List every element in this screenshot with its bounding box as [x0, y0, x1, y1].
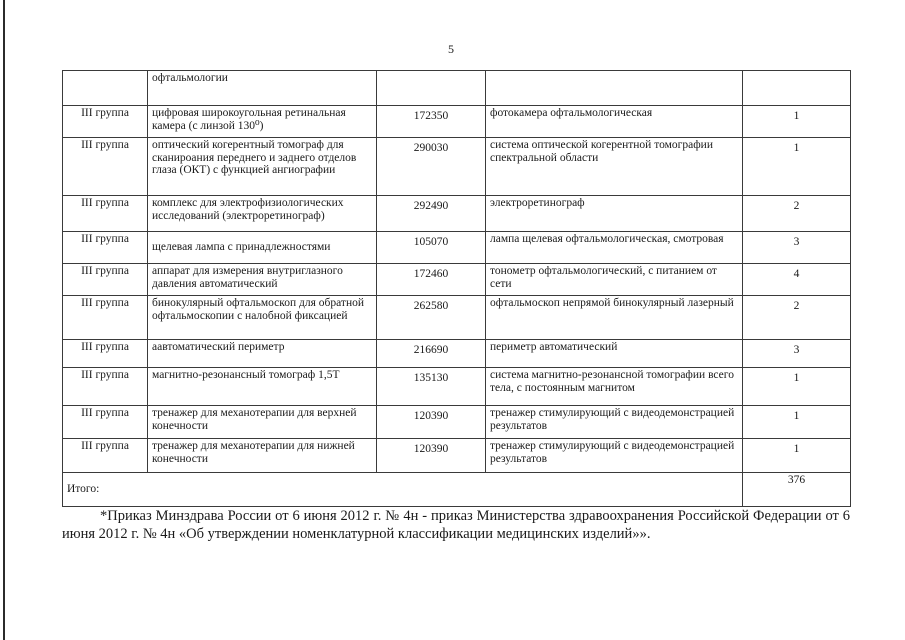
- table-cell-code: [377, 232, 486, 264]
- total-value: 376: [743, 473, 851, 507]
- table-row: [63, 106, 851, 138]
- table-cell-name: офтальмологии: [148, 71, 377, 106]
- code-value: 172350: [413, 110, 449, 122]
- table-row: [63, 71, 851, 106]
- table-row: [63, 296, 851, 340]
- table-cell-type: [486, 71, 743, 106]
- table-cell-qty: [743, 232, 851, 264]
- table-row: [63, 196, 851, 232]
- total-label: Итого:: [63, 473, 743, 507]
- table-row: [63, 368, 851, 406]
- table-cell-type: тренажер стимулирующий с видеодемонстрацией результатов: [486, 439, 743, 473]
- table-cell-name: аппарат для измерения внутриглазного давления автоматический: [148, 264, 377, 296]
- table-cell-code: [377, 296, 486, 340]
- table-cell-type: лампа щелевая офтальмологическая, смотровая: [486, 232, 743, 264]
- table-cell-name: тренажер для механотерапии для нижней конечности: [148, 439, 377, 473]
- code-value: 290030: [413, 142, 449, 154]
- table-cell-code: [377, 71, 486, 106]
- table-cell-type: фотокамера офтальмологическая: [486, 106, 743, 138]
- table-cell-name: магнитно-резонансный томограф 1,5Т: [148, 368, 377, 406]
- qty-value: 2: [793, 300, 800, 312]
- table-cell-qty: [743, 406, 851, 439]
- table-cell-code: [377, 106, 486, 138]
- table-cell-group: III группа: [63, 340, 148, 368]
- table-cell-qty: [743, 106, 851, 138]
- table-cell-name: цифровая широкоугольная ретинальная камера (с линзой 130⁰): [148, 106, 377, 138]
- table-cell-qty: [743, 138, 851, 196]
- code-value: 292490: [413, 200, 449, 212]
- table-row: [63, 138, 851, 196]
- table-cell-group: III группа: [63, 196, 148, 232]
- table-cell-type: тонометр офтальмологический, с питанием от сети: [486, 264, 743, 296]
- page-number: 5: [448, 42, 454, 56]
- table-cell-qty: [743, 196, 851, 232]
- table-cell-code: [377, 439, 486, 473]
- table-cell-group: [63, 71, 148, 106]
- table-row: [63, 232, 851, 264]
- qty-value: 4: [793, 268, 800, 280]
- table-row: [63, 406, 851, 439]
- table-cell-name: комплекс для электрофизиологических исследований (электроретинограф): [148, 196, 377, 232]
- table-cell-code: [377, 196, 486, 232]
- table-cell-name: тренажер для механотерапии для верхней конечности: [148, 406, 377, 439]
- table-cell-name: щелевая лампа с принадлежностями: [148, 232, 377, 264]
- table-cell-group: III группа: [63, 264, 148, 296]
- table-cell-type: электроретинограф: [486, 196, 743, 232]
- table-cell-name: бинокулярный офтальмоскоп для обратной офтальмоскопии с налобной фиксацией: [148, 296, 377, 340]
- code-value: 216690: [413, 344, 449, 356]
- code-value: 120390: [413, 443, 449, 455]
- code-value: 262580: [413, 300, 449, 312]
- code-value: 135130: [413, 372, 449, 384]
- table-cell-code: [377, 368, 486, 406]
- code-value: 105070: [413, 236, 449, 248]
- table-row: [63, 439, 851, 473]
- qty-value: 1: [793, 372, 800, 384]
- table-cell-qty: [743, 264, 851, 296]
- equipment-table: [62, 70, 851, 507]
- table-cell-type: периметр автоматический: [486, 340, 743, 368]
- table-row: [63, 264, 851, 296]
- table-cell-group: III группа: [63, 439, 148, 473]
- table-cell-qty: [743, 439, 851, 473]
- table-cell-qty: [743, 296, 851, 340]
- table-cell-group: III группа: [63, 232, 148, 264]
- table-cell-name: аавтоматический периметр: [148, 340, 377, 368]
- qty-value: 1: [793, 142, 800, 154]
- qty-value: 1: [793, 443, 800, 455]
- footnote: *Приказ Минздрава России от 6 июня 2012 г. № 4н - приказ Министерства здравоохранения Российской Федерации от 6 июня 2012 г. № 4н «Об утверждении номенклатурной классификации медицинских изделий»».: [62, 508, 850, 542]
- table-cell-qty: [743, 340, 851, 368]
- qty-value: 1: [793, 110, 800, 122]
- scan-left-edge: [3, 0, 5, 640]
- total-row: [63, 473, 851, 507]
- table-cell-type: офтальмоскоп непрямой бинокулярный лазерный: [486, 296, 743, 340]
- table-cell-code: [377, 340, 486, 368]
- table-cell-group: III группа: [63, 106, 148, 138]
- table-cell-type: система оптической когерентной томографии спектральной области: [486, 138, 743, 196]
- table-cell-group: III группа: [63, 138, 148, 196]
- table-cell-type: тренажер стимулирующий с видеодемонстрацией результатов: [486, 406, 743, 439]
- table-cell-code: [377, 138, 486, 196]
- table-cell-qty: [743, 71, 851, 106]
- table-cell-name: оптический когерентный томограф для сканироания переднего и заднего отделов глаза (ОКТ) с функцией ангиографии: [148, 138, 377, 196]
- qty-value: 1: [793, 410, 800, 422]
- table-cell-code: [377, 264, 486, 296]
- code-value: 172460: [413, 268, 449, 280]
- code-value: 120390: [413, 410, 449, 422]
- qty-value: 3: [793, 344, 800, 356]
- table-cell-type: система магнитно-резонансной томографии всего тела, с постоянным магнитом: [486, 368, 743, 406]
- qty-value: 3: [793, 236, 800, 248]
- table-cell-group: III группа: [63, 296, 148, 340]
- table-cell-group: III группа: [63, 406, 148, 439]
- table-cell-code: [377, 406, 486, 439]
- table-row: [63, 340, 851, 368]
- qty-value: 2: [793, 200, 800, 212]
- table-cell-qty: [743, 368, 851, 406]
- table-cell-group: III группа: [63, 368, 148, 406]
